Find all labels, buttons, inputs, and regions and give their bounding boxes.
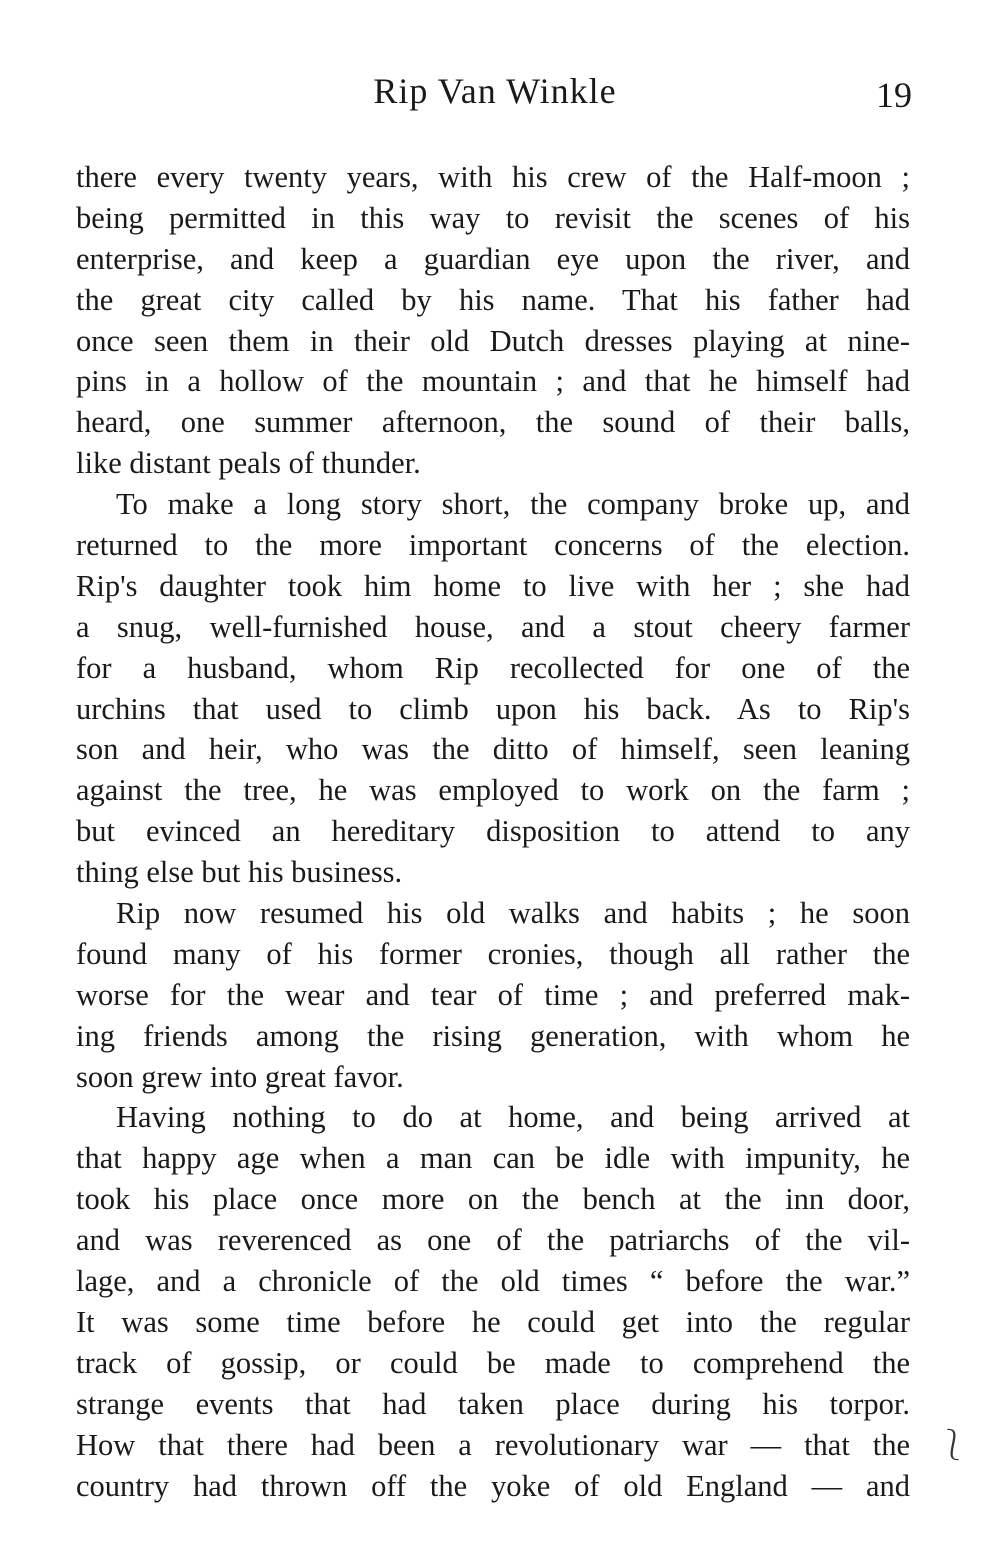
page-body-text xyxy=(76,157,910,1506)
text-line: Rip's daughter took him home to live with her ; she had xyxy=(76,568,910,603)
text-line: found many of his former cronies, though all rather the xyxy=(76,936,910,971)
text-line: being permitted in this way to revisit the scenes of his xyxy=(76,200,910,235)
text-line: Rip now resumed his old walks and habits ; he soon xyxy=(116,896,910,931)
text-line: Having nothing to do at home, and being arrived at xyxy=(116,1100,910,1135)
text-line: How that there had been a revolutionary war — that the xyxy=(76,1427,910,1462)
text-line: It was some time before he could get into the regular xyxy=(76,1304,910,1339)
text-line: track of gossip, or could be made to comprehend the xyxy=(76,1345,910,1380)
text-line: for a husband, whom Rip recollected for one of the xyxy=(76,650,910,685)
text-line: but evinced an hereditary disposition to attend to any xyxy=(76,814,910,849)
text-line: the great city called by his name. That his father had xyxy=(76,282,910,317)
text-line: soon grew into great favor. xyxy=(76,1059,404,1094)
text-line: pins in a hollow of the mountain ; and that he himself had xyxy=(76,364,910,399)
text-line: worse for the wear and tear of time ; and preferred mak- xyxy=(76,977,910,1012)
text-line: took his place once more on the bench at the inn door, xyxy=(76,1182,910,1217)
text-line: returned to the more important concerns of the election. xyxy=(76,528,910,563)
text-line: urchins that used to climb upon his back. As to Rip's xyxy=(76,691,910,726)
text-line: strange events that had taken place during his torpor. xyxy=(76,1386,910,1421)
text-line: like distant peals of thunder. xyxy=(76,446,421,481)
text-line: To make a long story short, the company broke up, and xyxy=(116,487,910,522)
text-line: and was reverenced as one of the patriarchs of the vil- xyxy=(76,1223,910,1258)
text-line: that happy age when a man can be idle with impunity, he xyxy=(76,1141,910,1176)
text-line: thing else but his business. xyxy=(76,855,403,890)
text-line: heard, one summer afternoon, the sound of their balls, xyxy=(76,405,910,440)
text-line: against the tree, he was employed to work on the farm ; xyxy=(76,773,910,808)
page-number: 19 xyxy=(876,75,912,115)
running-header xyxy=(0,70,1000,120)
text-line: a snug, well-furnished house, and a stout cheery farmer xyxy=(76,609,910,644)
text-line: son and heir, who was the ditto of himself, seen leaning xyxy=(76,732,910,767)
margin-bracket-mark: ⎱ xyxy=(938,1429,968,1462)
text-line: once seen them in their old Dutch dresses playing at nine- xyxy=(76,323,910,358)
text-line: ing friends among the rising generation, with whom he xyxy=(76,1018,910,1053)
running-title: Rip Van Winkle xyxy=(373,71,617,111)
text-line: lage, and a chronicle of the old times “ before the war.” xyxy=(76,1264,910,1299)
text-line: there every twenty years, with his crew of the Half-moon ; xyxy=(76,160,910,194)
text-line: enterprise, and keep a guardian eye upon the river, and xyxy=(76,241,910,276)
text-line: country had thrown off the yoke of old England — and xyxy=(76,1468,910,1503)
